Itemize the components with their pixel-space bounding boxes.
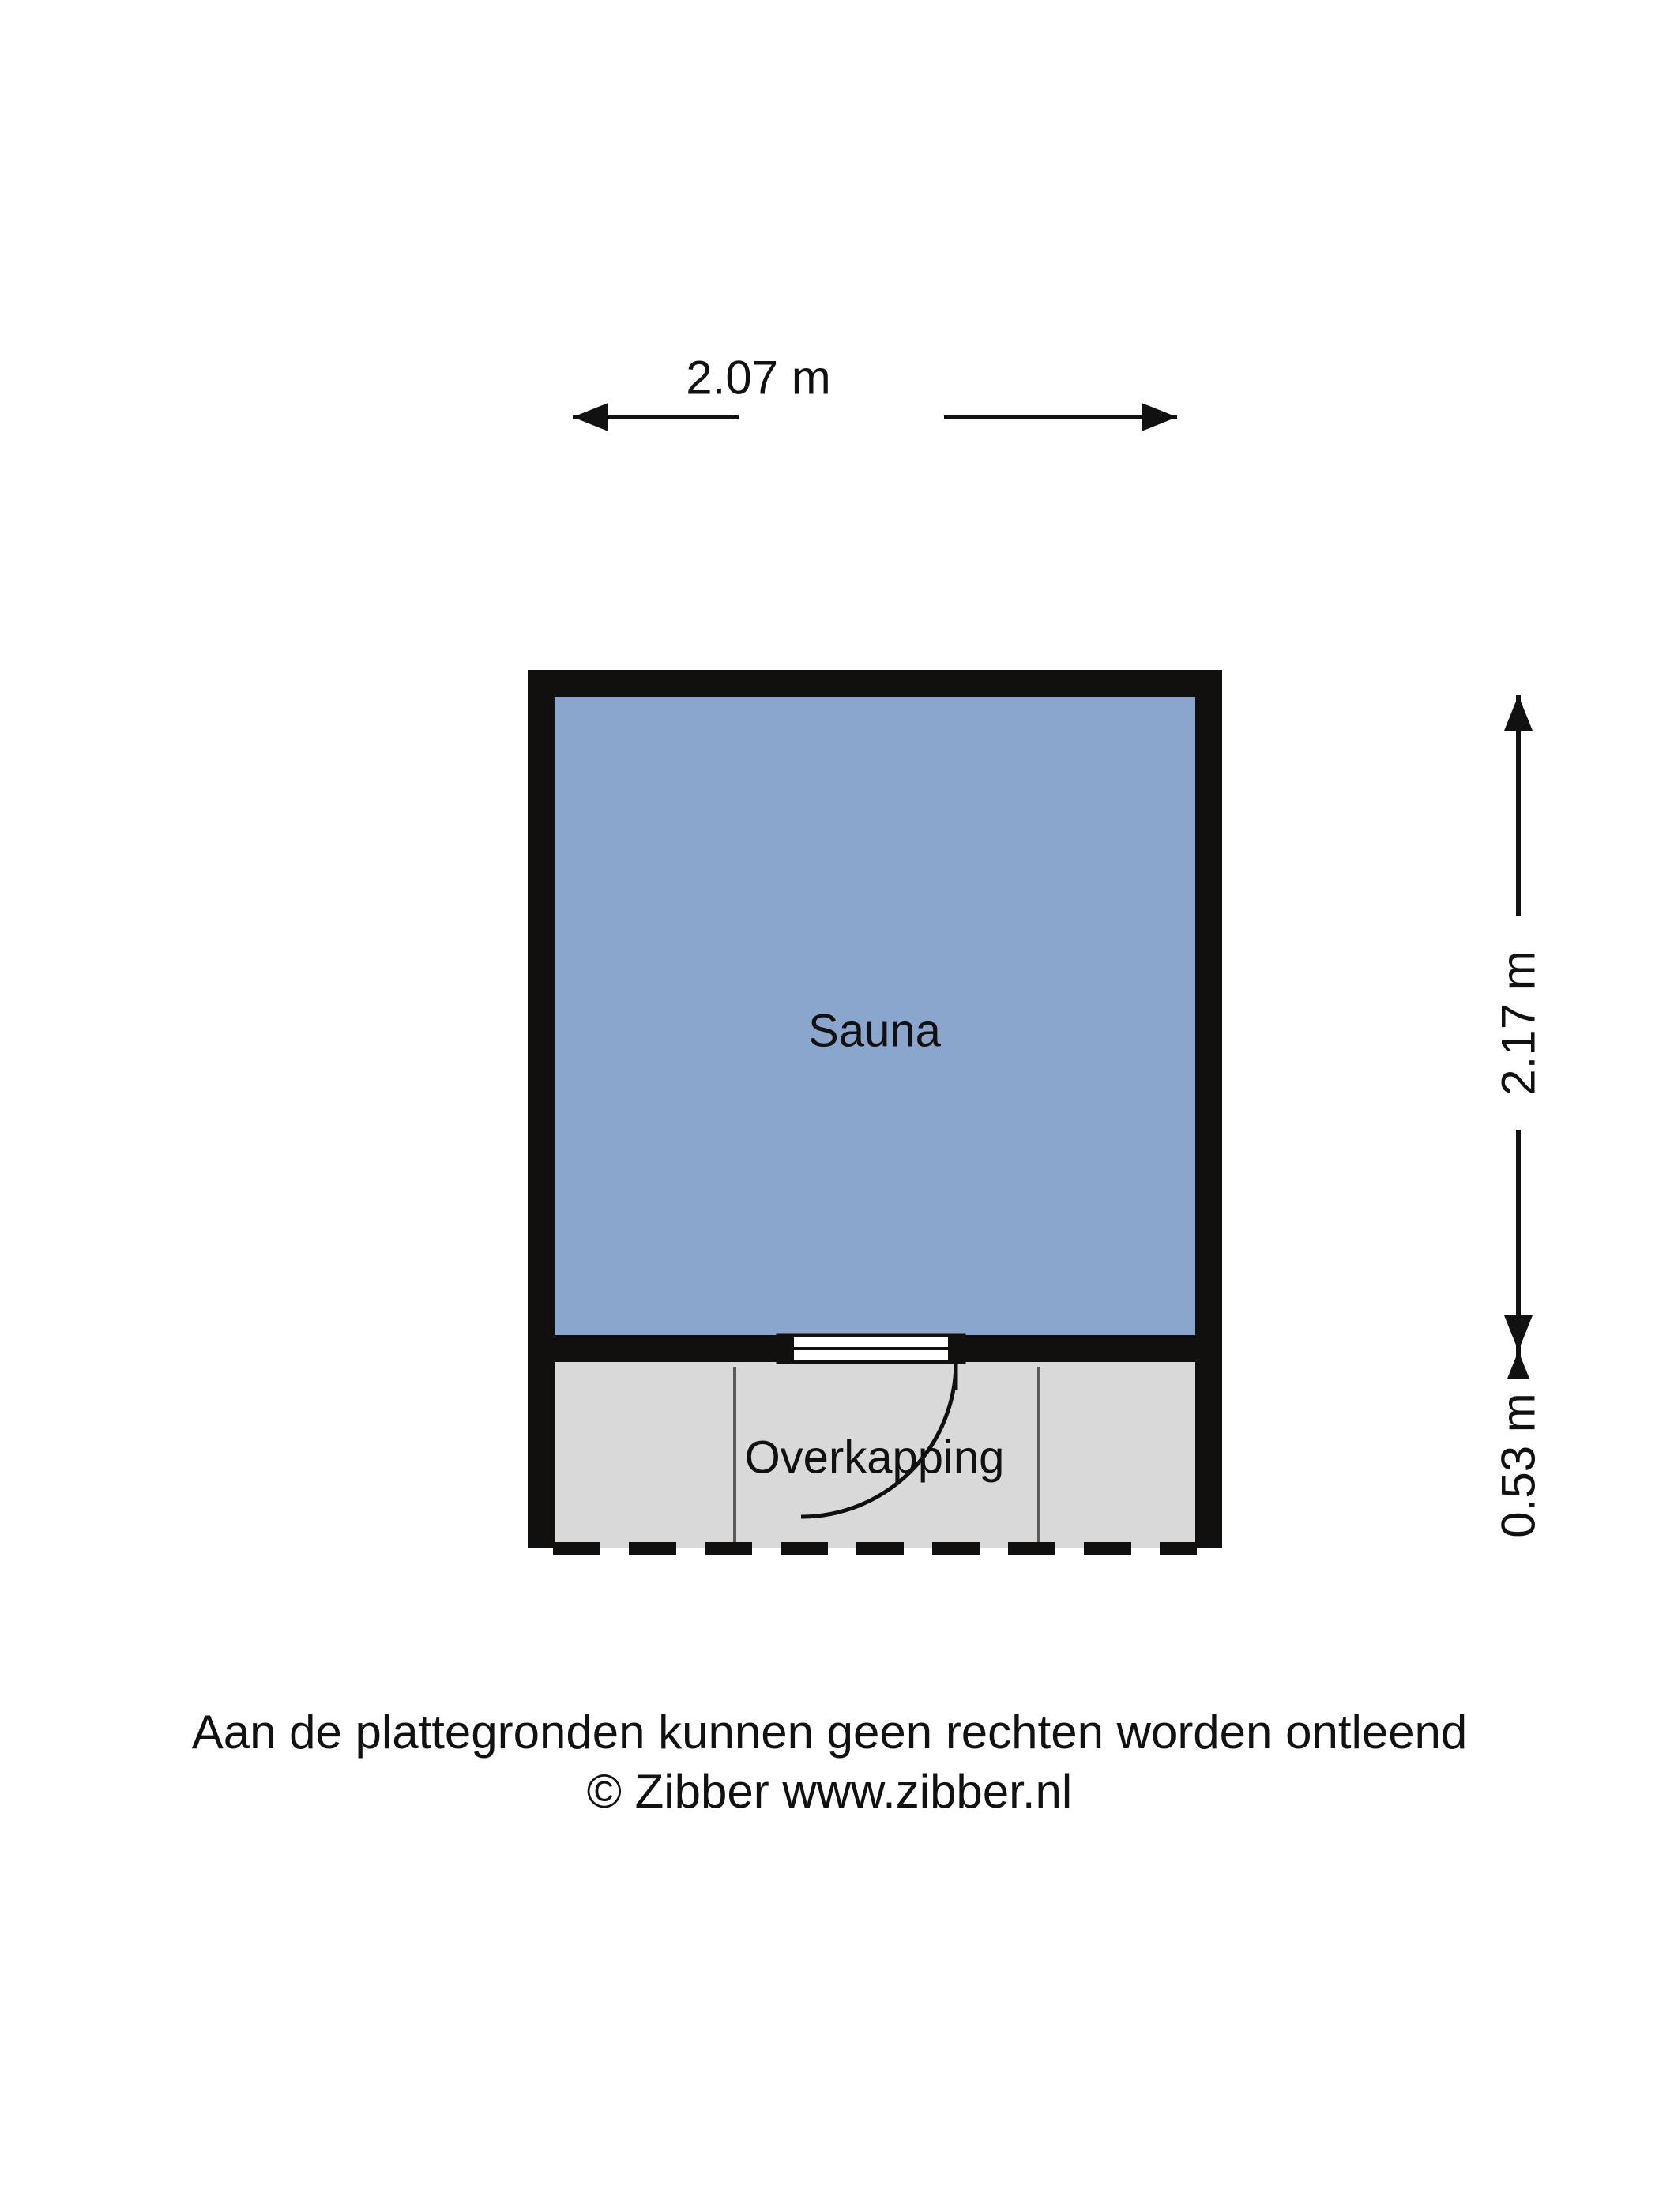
dimension-top-arrow-left xyxy=(573,403,608,431)
door-hinge-left xyxy=(778,1335,794,1362)
dimension-top-label: 2.07 m xyxy=(686,351,831,404)
wall-left xyxy=(528,670,555,1548)
wall-top xyxy=(528,670,1222,697)
footer-disclaimer: Aan de plattegronden kunnen geen rechten worden ontleend xyxy=(191,1706,1468,1759)
room-label-sauna: Sauna xyxy=(808,1005,941,1057)
dimension-right-upper-arrow-bottom xyxy=(1504,1315,1533,1351)
footer-copyright: © Zibber www.zibber.nl xyxy=(586,1765,1073,1818)
wall-right xyxy=(1195,670,1222,1548)
dimension-top-arrow-right xyxy=(1142,403,1177,431)
footer xyxy=(0,1702,1659,1821)
dimension-top xyxy=(573,391,1177,443)
dimension-right-lower-label: 0.53 m xyxy=(1492,1393,1545,1538)
dimension-right-upper-arrow-top xyxy=(1504,695,1533,731)
room-label-overkapping: Overkapping xyxy=(744,1431,1005,1484)
dimension-right-upper-label: 2.17 m xyxy=(1492,950,1545,1096)
door-hinge-right xyxy=(948,1335,964,1362)
